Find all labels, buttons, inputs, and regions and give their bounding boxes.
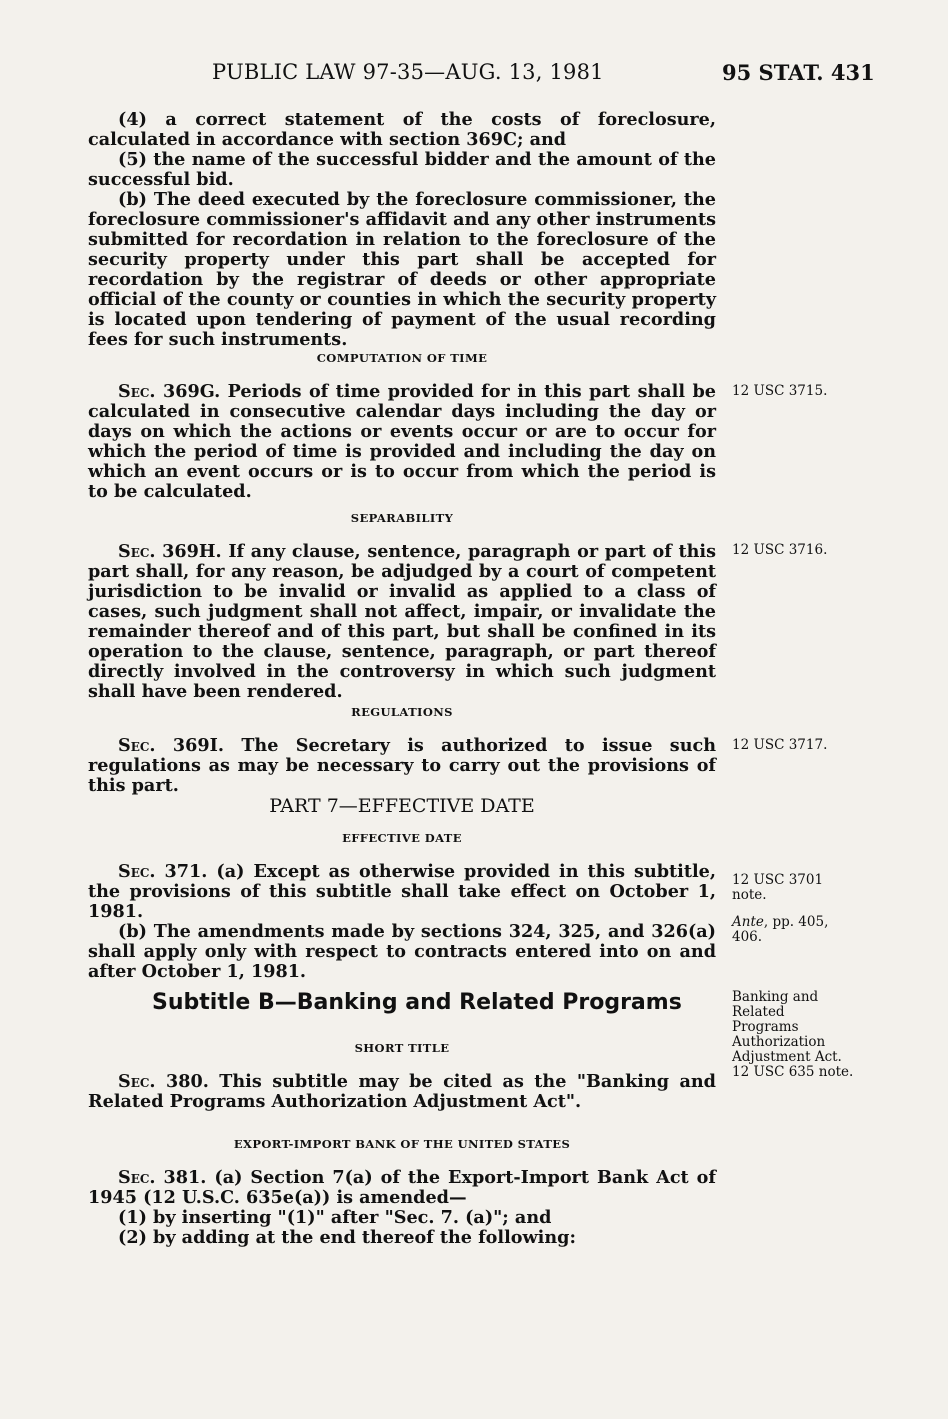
section-label: Sec. 369I. <box>118 735 224 756</box>
section-heading-effective-date: EFFECTIVE DATE <box>342 831 462 845</box>
section-381 <box>88 1168 716 1208</box>
margin-note-369i: 12 USC 3717. <box>732 737 828 753</box>
margin-note-line: note. <box>732 887 767 903</box>
section-text: The Secretary is authorized to issue such regulations as may be necessary to carry out the provisions of this part. <box>88 735 717 796</box>
section-369h <box>88 542 716 702</box>
section-text: This subtitle may be cited as the "Banking and Related Programs Authorization Adjustment Act". <box>88 1071 716 1112</box>
margin-note-line: Related <box>732 1004 785 1020</box>
section-369i <box>88 736 716 796</box>
margin-note-369h: 12 USC 3716. <box>732 542 828 558</box>
item-1: (1) by inserting "(1)" after "Sec. 7. (a)"; and <box>118 1207 552 1228</box>
section-text: (a) Except as otherwise provided in this subtitle, the provisions of this subtitle shall take effect on October 1, 1981. <box>88 861 716 922</box>
margin-note-line: 12 USC 635 note. <box>732 1064 854 1080</box>
margin-note-line <box>732 915 862 930</box>
section-heading-regulations: REGULATIONS <box>351 705 453 719</box>
section-369g <box>88 382 716 502</box>
margin-note-371-a <box>732 873 862 903</box>
short-title-section <box>88 1038 716 1112</box>
subtitle-b-heading: Subtitle B—Banking and Related Programs <box>152 990 682 1015</box>
section-label: Sec. 380. <box>118 1071 209 1092</box>
section-text: Periods of time provided for in this part shall be calculated in consecutive calendar days including the day or days on which the actions or events occur or are to occur for which the period of time is provided and including the day on which an event occurs or is to occur from which the period is to be calculated. <box>88 381 716 502</box>
part-7-heading: PART 7—EFFECTIVE DATE <box>269 795 535 817</box>
item-2: (2) by adding at the end thereof the following: <box>118 1227 576 1248</box>
section-text: (a) Section 7(a) of the Export-Import Bank Act of 1945 (12 U.S.C. 635e(a)) is amended— <box>88 1167 716 1208</box>
margin-note-line: Banking and <box>732 989 819 1005</box>
margin-note-line: Programs <box>732 1019 799 1035</box>
item-4: (4) a correct statement of the costs of foreclosure, calculated in accordance with section 369C; and <box>88 109 716 150</box>
running-header-page-number: 95 STAT. 431 <box>722 60 875 85</box>
section-label: Sec. 381. <box>118 1167 207 1188</box>
margin-note-line: Adjustment Act. <box>732 1049 842 1065</box>
section-heading-computation: COMPUTATION OF TIME <box>316 351 488 365</box>
margin-note-371-b <box>732 915 862 945</box>
section-heading-separability: SEPARABILITY <box>350 511 454 525</box>
section-heading-exim: EXPORT-IMPORT BANK OF THE UNITED STATES <box>233 1137 571 1151</box>
regulations-section <box>88 702 716 796</box>
item-5: (5) the name of the successful bidder and the amount of the successful bid. <box>88 149 716 190</box>
page-ref: , pp. 405, <box>763 914 829 930</box>
margin-note-line: 406. <box>732 929 763 945</box>
section-label: Sec. 371. <box>118 861 208 882</box>
section-text: If any clause, sentence, paragraph or part of this part shall, for any reason, be adjudged by a court of competent jurisdiction to be invalid or invalid as applied to a class of cases, such judgment shall not affect, impair, or invalidate the remainder thereof and of this part, but shall be confined in its operation to the clause, sentence, paragraph, or part thereof directly involved in the controversy in which such judgment shall have been rendered. <box>88 541 716 702</box>
separability-section <box>88 508 716 702</box>
section-heading-short-title: SHORT TITLE <box>354 1041 450 1055</box>
section-371-b: (b) The amendments made by sections 324, 325, and 326(a) shall apply only with respect to contracts entered into on and after October 1, 1981. <box>88 921 716 982</box>
margin-note-line: Authorization <box>732 1034 826 1050</box>
section-371-a <box>88 862 716 922</box>
running-header-title: PUBLIC LAW 97-35—AUG. 13, 1981 <box>212 60 604 84</box>
computation-section <box>88 348 716 502</box>
margin-note-line: 12 USC 3701 <box>732 872 824 888</box>
margin-note-subtitle-b <box>732 990 862 1080</box>
section-label: Sec. 369H. <box>118 541 222 562</box>
section-380 <box>88 1072 716 1112</box>
foreclosure-block <box>88 110 716 350</box>
paragraph-b: (b) The deed executed by the foreclosure commissioner, the foreclosure commissioner's affidavit and any other instruments submitted for recordation in relation to the foreclosure of the security property under this part shall be accepted for recordation by the registrar of deeds or other appropriate official of the county or counties in which the security property is located upon tendering of payment of the usual recording fees for such instruments. <box>88 189 716 350</box>
exim-section <box>88 1134 716 1248</box>
part-7-section <box>88 796 716 982</box>
ante-label: Ante <box>732 914 764 930</box>
margin-note-369g: 12 USC 3715. <box>732 383 828 399</box>
section-label: Sec. 369G. <box>118 381 221 402</box>
